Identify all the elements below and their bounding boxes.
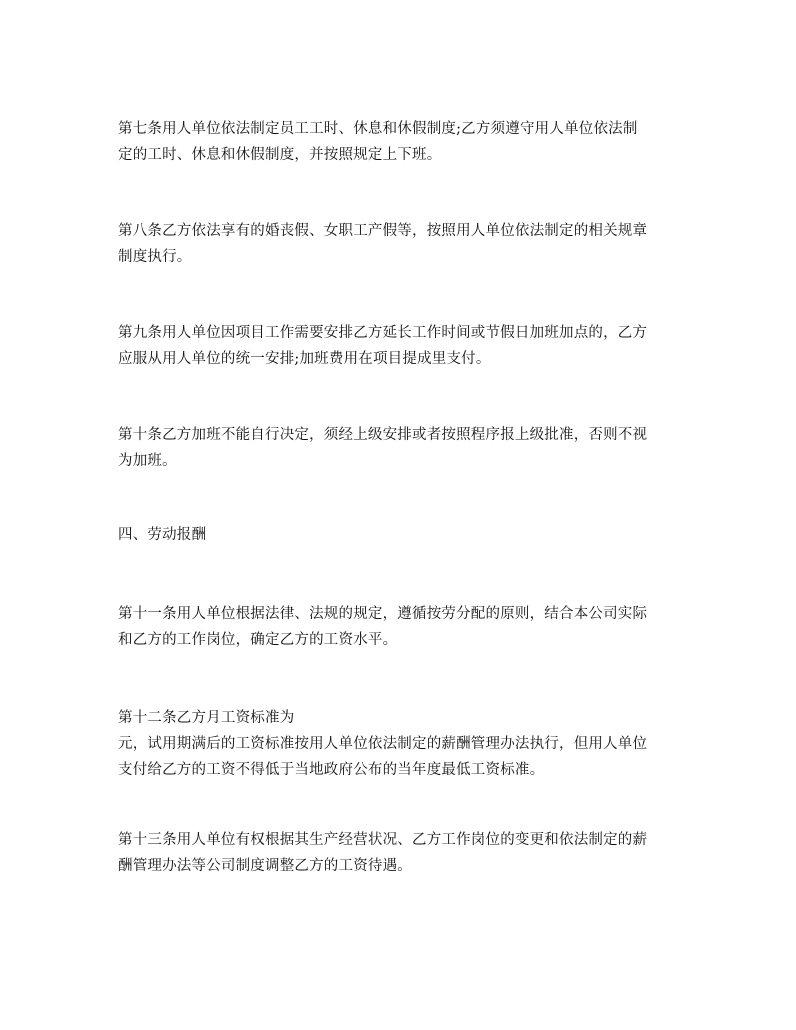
text-line: 定的工时、休息和休假制度，并按照规定上下班。	[118, 147, 442, 163]
text-line: 支付给乙方的工资不得低于当地政府公布的当年度最低工资标准。	[118, 762, 545, 778]
text-line: 酬管理办法等公司制度调整乙方的工资待遇。	[118, 858, 412, 874]
text-line: 第十一条用人单位根据法律、法规的规定，遵循按劳分配的原则，结合本公司实际	[118, 606, 648, 622]
text-line: 应服从用人单位的统一安排;加班费用在项目提成里支付。	[118, 351, 491, 367]
article-13-paragraph	[118, 827, 683, 879]
text-line: 第七条用人单位依法制定员工工时、休息和休假制度;乙方须遵守用人单位依法制	[118, 121, 638, 137]
text-line: 制度执行。	[118, 249, 192, 265]
text-line: 元，试用期满后的工资标准按用人单位依法制定的薪酬管理办法执行，但用人单位	[118, 736, 648, 752]
article-12-paragraph	[118, 705, 683, 783]
text-line: 为加班。	[118, 453, 177, 469]
text-line: 第十二条乙方月工资标准为	[118, 710, 295, 726]
section-heading	[118, 522, 683, 548]
text-line: 第十三条用人单位有权根据其生产经营状况、乙方工作岗位的变更和依法制定的薪	[118, 832, 648, 848]
article-10-paragraph	[118, 422, 683, 474]
article-9-paragraph	[118, 320, 683, 372]
text-line: 第十条乙方加班不能自行决定，须经上级安排或者按照程序报上级批准，否则不视	[118, 427, 648, 443]
article-8-paragraph	[118, 218, 683, 270]
text-line: 第八条乙方依法享有的婚丧假、女职工产假等，按照用人单位依法制定的相关规章	[118, 223, 648, 239]
section-heading-text: 四、劳动报酬	[118, 527, 207, 543]
text-line: 和乙方的工作岗位，确定乙方的工资水平。	[118, 632, 398, 648]
article-11-paragraph	[118, 601, 683, 653]
article-7-paragraph	[118, 116, 683, 168]
text-line: 第九条用人单位因项目工作需要安排乙方延长工作时间或节假日加班加点的，乙方	[118, 325, 648, 341]
